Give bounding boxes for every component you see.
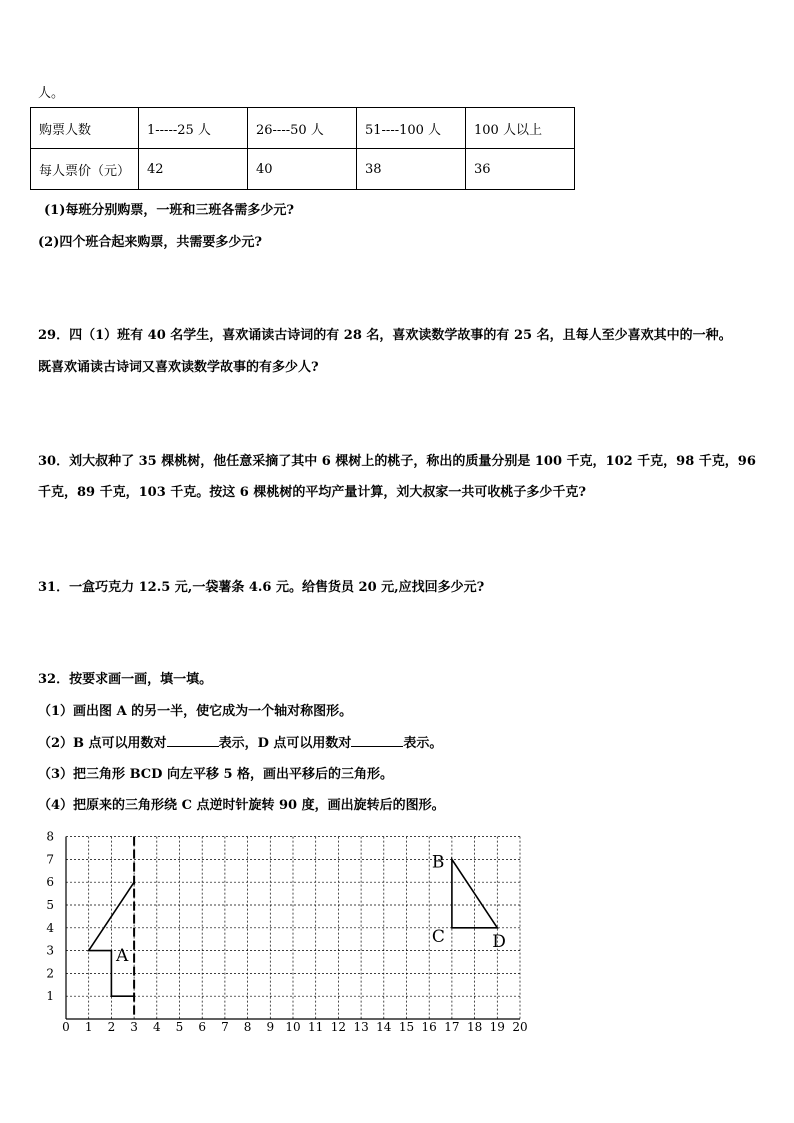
label-d: D: [492, 931, 506, 952]
table-cell: 42: [139, 149, 248, 190]
table-cell: 40: [248, 149, 357, 190]
x-tick-label: 5: [175, 1020, 184, 1034]
q28-sub-2: (2)四个班合起来购票，共需要多少元?: [38, 235, 262, 250]
q32-item1: （1）画出图 A 的另一半，使它成为一个轴对称图形。: [38, 704, 353, 719]
x-tick-label: 13: [353, 1020, 369, 1034]
table-cell: 26----50 人: [248, 108, 357, 149]
x-tick-label: 11: [308, 1020, 324, 1034]
label-c: C: [431, 926, 445, 947]
table-cell: 1-----25 人: [139, 108, 248, 149]
y-tick-label: 5: [46, 898, 54, 912]
y-tick-label: 2: [46, 966, 54, 981]
x-tick-label: 16: [421, 1020, 437, 1034]
label-b: B: [431, 852, 445, 873]
q32-item2-c: 表示。: [403, 736, 443, 751]
x-tick-label: 14: [376, 1020, 392, 1034]
q32-item4: （4）把原来的三角形绕 C 点逆时针旋转 90 度，画出旋转后的图形。: [38, 798, 445, 813]
q32-title: 32．按要求画一画，填一填。: [38, 672, 213, 687]
table-cell: 51----100 人: [357, 108, 466, 149]
label-a: A: [115, 945, 129, 966]
x-tick-label: 10: [285, 1020, 301, 1034]
x-tick-label: 1: [84, 1020, 93, 1034]
x-tick-label: 8: [243, 1020, 252, 1034]
q32-item2-a: （2）B 点可以用数对: [38, 736, 167, 751]
x-tick-label: 3: [130, 1020, 138, 1034]
y-tick-label: 7: [46, 852, 54, 867]
q29-line1: 29．四（1）班有 40 名学生，喜欢诵读古诗词的有 28 名，喜欢读数学故事的有 25 名，且每人至少喜欢其中的一种。: [38, 328, 732, 343]
q30-line1: 30．刘大叔种了 35 棵桃树，他任意采摘了其中 6 棵树上的桃子，称出的质量分别是 100 千克，102 千克，98 千克，96: [38, 454, 756, 469]
q32-item2-b: 表示，D 点可以用数对: [218, 736, 352, 751]
y-tick-label: 6: [46, 875, 54, 890]
x-tick-label: 19: [489, 1020, 505, 1034]
y-tick-label: 4: [46, 920, 54, 935]
x-tick-label: 7: [221, 1020, 229, 1034]
q30-line2: 千克，89 千克，103 千克。按这 6 棵桃树的平均产量计算，刘大叔家一共可收桃子多少千克?: [38, 485, 586, 500]
x-tick-label: 9: [266, 1020, 275, 1034]
x-tick-label: 12: [330, 1020, 347, 1034]
x-tick-label: 17: [444, 1020, 460, 1034]
table-cell: 购票人数: [31, 108, 139, 149]
x-tick-label: 20: [512, 1020, 528, 1034]
x-tick-label: 6: [198, 1020, 207, 1034]
q28-sub-1: (1)每班分别购票，一班和三班各需多少元?: [44, 203, 294, 218]
table-cell: 36: [466, 149, 575, 190]
x-tick-label: 4: [152, 1020, 161, 1034]
y-tick-label: 3: [46, 943, 54, 958]
intro-tail: 人。: [38, 86, 65, 101]
x-tick-label: 0: [62, 1020, 70, 1034]
figure-a-outline: [89, 882, 134, 996]
table-cell: 38: [357, 149, 466, 190]
table-cell: 100 人以上: [466, 108, 575, 149]
x-tick-label: 15: [398, 1020, 415, 1034]
y-tick-label: 1: [46, 989, 54, 1004]
q32-item3: （3）把三角形 BCD 向左平移 5 格，画出平移后的三角形。: [38, 767, 394, 782]
table-cell: 每人票价（元）: [31, 149, 139, 190]
x-tick-label: 18: [466, 1020, 483, 1034]
y-tick-label: 8: [46, 829, 54, 844]
x-tick-label: 2: [107, 1020, 116, 1034]
q29-line2: 既喜欢诵读古诗词又喜欢读数学故事的有多少人?: [38, 360, 319, 375]
q31-text: 31．一盒巧克力 12.5 元,一袋薯条 4.6 元。给售货员 20 元,应找回多少元?: [38, 580, 485, 595]
